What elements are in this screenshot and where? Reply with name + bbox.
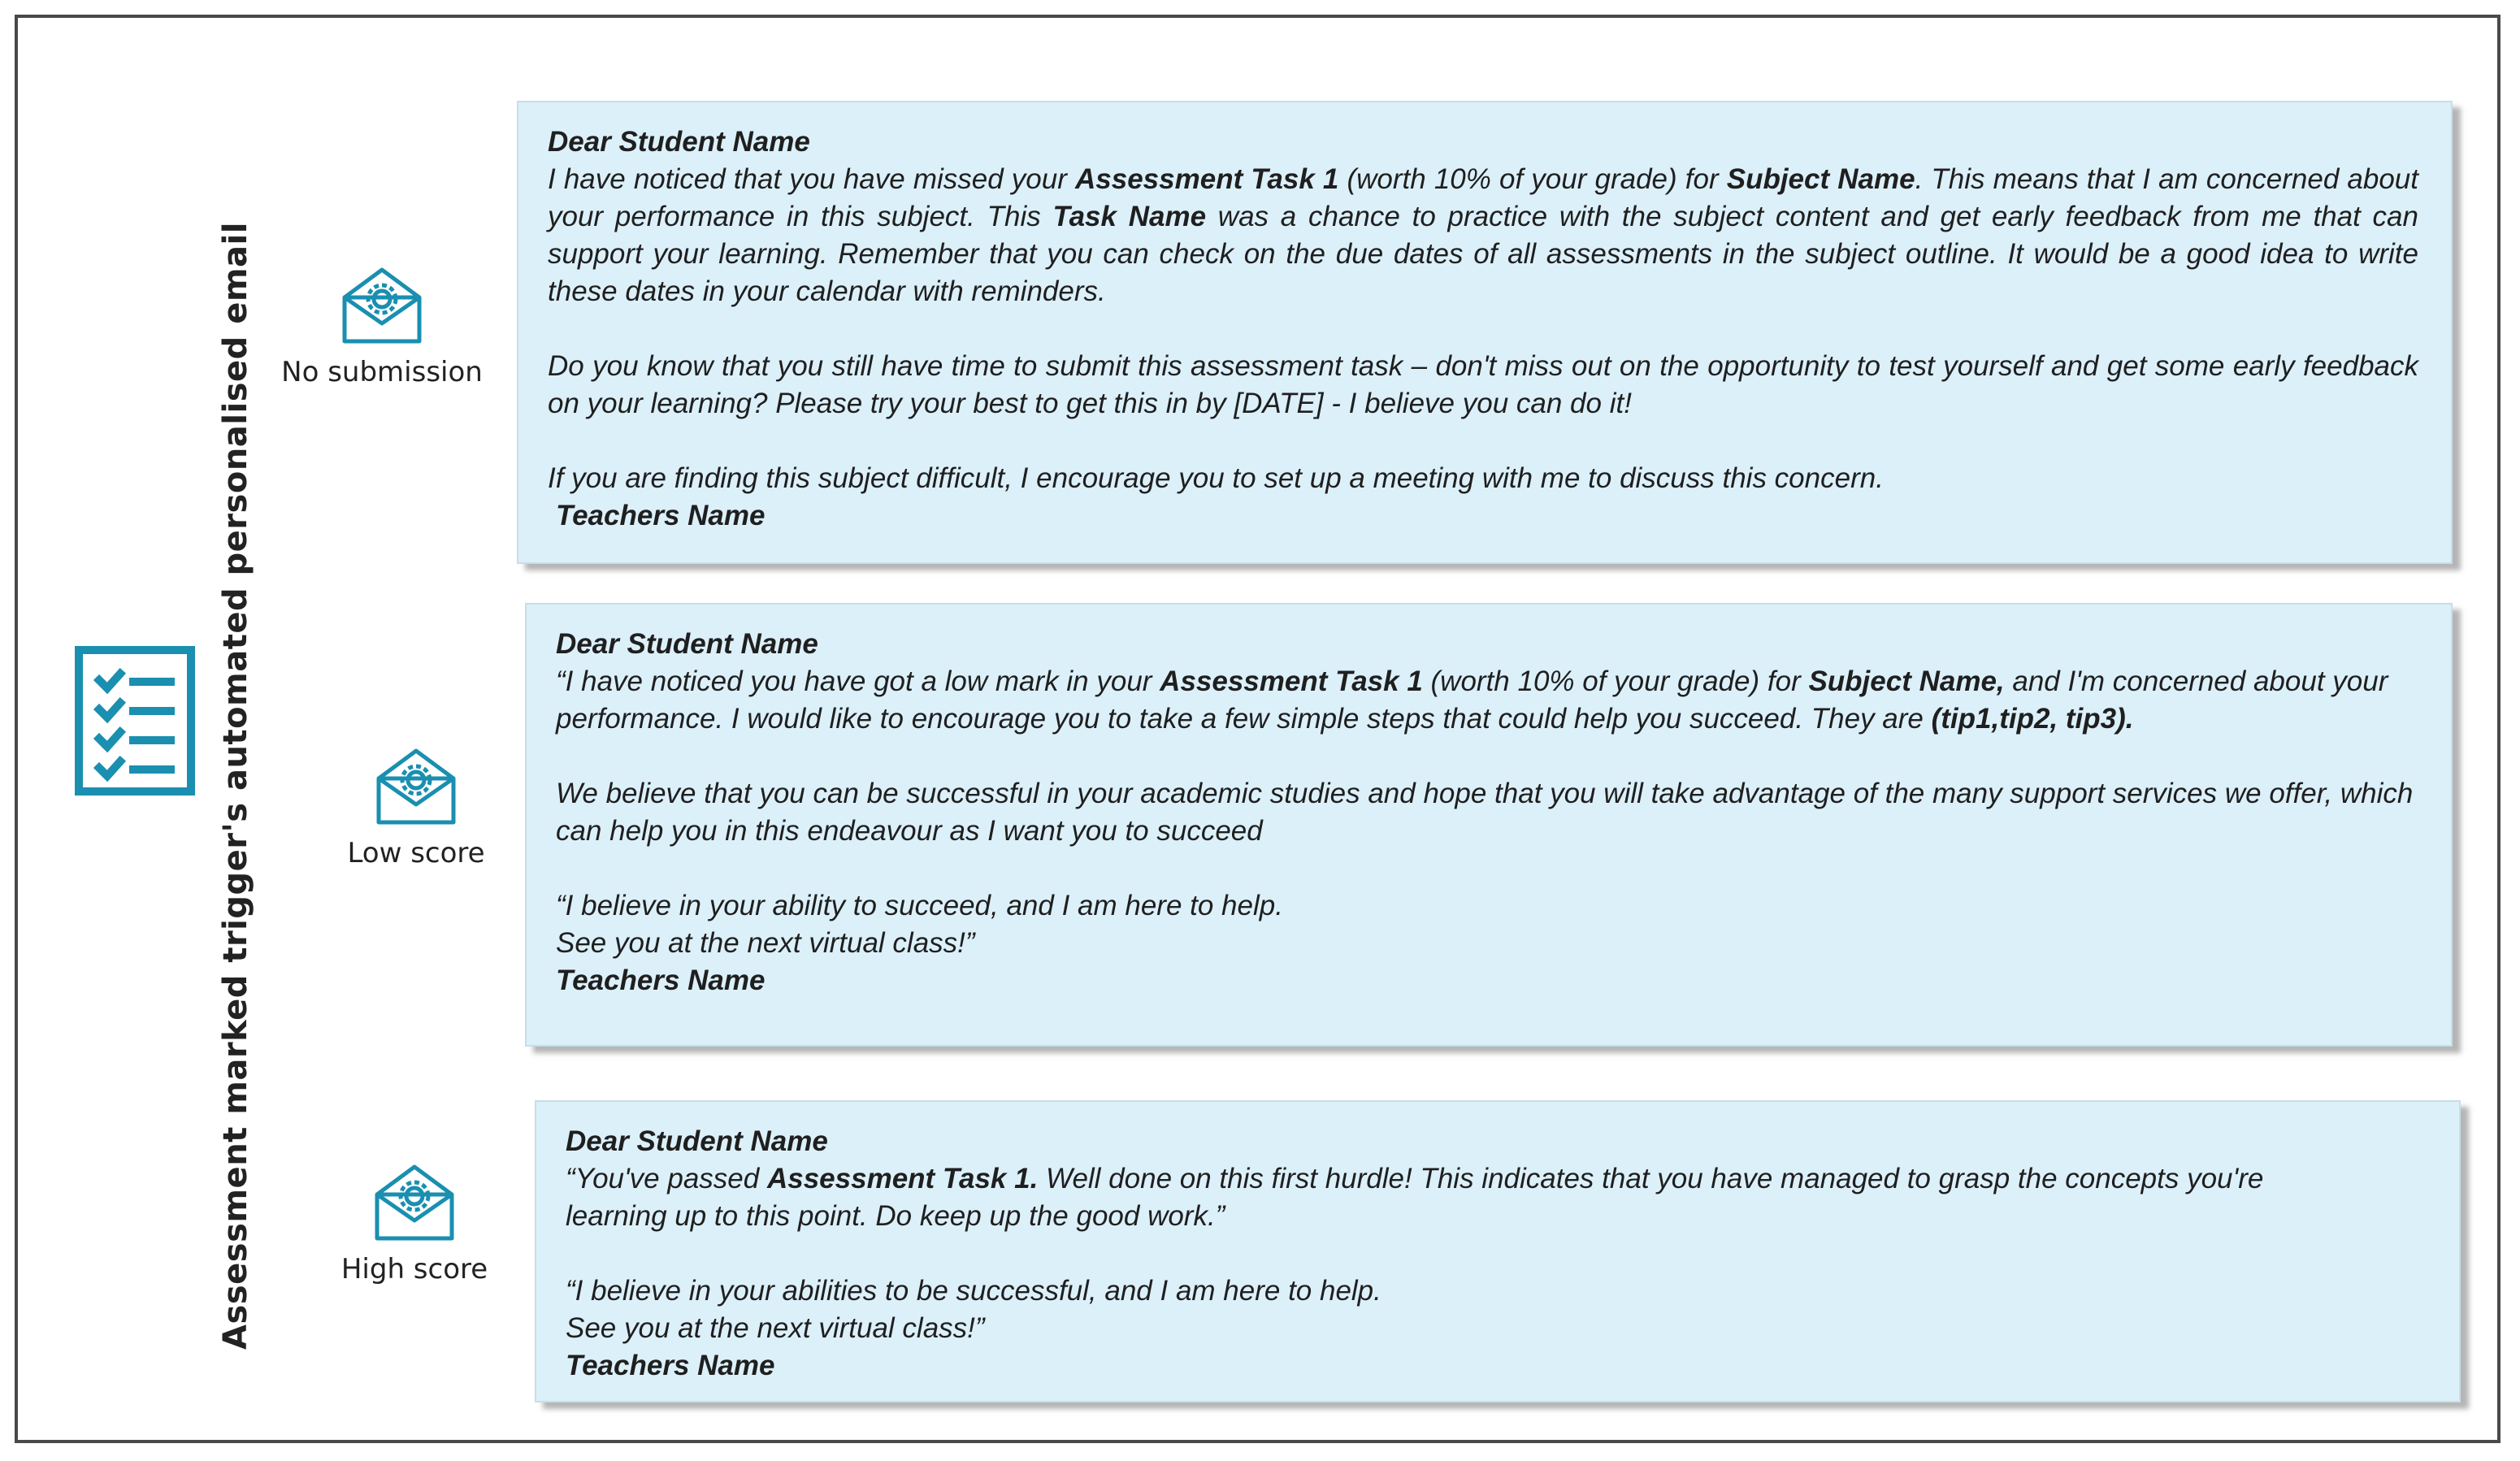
email-paragraph: Do you know that you still have time to submit this assessment task – don't miss out on the opportunity to test yourself and get some early feedback on your learning? Please try your best to get this in by [DATE] - I believe you can do it! [548, 350, 2418, 419]
email-gear-icon [372, 1164, 457, 1242]
email-no-submission [517, 101, 2453, 564]
email-gear-icon [374, 748, 458, 826]
email-paragraph: “You've passed Assessment Task 1. Well done on this first hurdle! This indicates that you have managed to grasp the concepts you're learning up to this point. Do keep up the good work.” [566, 1163, 2264, 1232]
email-high-score [535, 1100, 2461, 1402]
trigger-no-submission [260, 267, 504, 388]
email-greeting: Dear Student Name [566, 1125, 828, 1157]
email-paragraph: I have noticed that you have missed your Assessment Task 1 (worth 10% of your grade) for Subject Name. This means that I am concerned about your performance in this subject. This Task Name was a chance to practice with the subject content and get early feedback from me that can support your learning. Remember that you can check on the due dates of all assessments in the subject outline. It would be a good idea to write these dates in your calendar with reminders. [548, 163, 2418, 307]
email-quote-line: See you at the next virtual class!” [556, 927, 975, 959]
email-low-score [525, 603, 2453, 1047]
trigger-label: Low score [347, 837, 485, 869]
trigger-low-score [294, 748, 538, 869]
email-quote-line: “I believe in your ability to succeed, and I am here to help. [556, 890, 1283, 921]
email-signature: Teachers Name [566, 1350, 775, 1381]
email-paragraph: We believe that you can be successful in your academic studies and hope that you will take advantage of the many support services we offer, which can help you in this endeavour as I want you to succeed [556, 778, 2414, 847]
trigger-high-score [293, 1164, 536, 1285]
trigger-label: High score [340, 1253, 488, 1285]
email-quote-line: “I believe in your abilities to be successful, and I am here to help. [566, 1275, 1381, 1307]
email-greeting: Dear Student Name [548, 126, 810, 158]
email-quote-line: See you at the next virtual class!” [566, 1312, 985, 1344]
email-gear-icon [340, 267, 424, 345]
trigger-label: No submission [281, 356, 483, 388]
email-signature: Teachers Name [556, 500, 766, 531]
email-paragraph: “I have noticed you have got a low mark in your Assessment Task 1 (worth 10% of your grade) for Subject Name, and I'm concerned about your performance. I would like to encourage you to take a few simple steps that could help you succeed. They are (tip1,tip2, tip3). [556, 665, 2388, 735]
email-paragraph: If you are finding this subject difficult, I encourage you to set up a meeting with me to discuss this concern. [548, 462, 1884, 494]
vertical-title: Assessment marked trigger's automated personalised email [217, 222, 254, 1350]
email-signature: Teachers Name [556, 965, 766, 996]
checklist-icon [75, 646, 195, 796]
email-greeting: Dear Student Name [556, 628, 818, 660]
